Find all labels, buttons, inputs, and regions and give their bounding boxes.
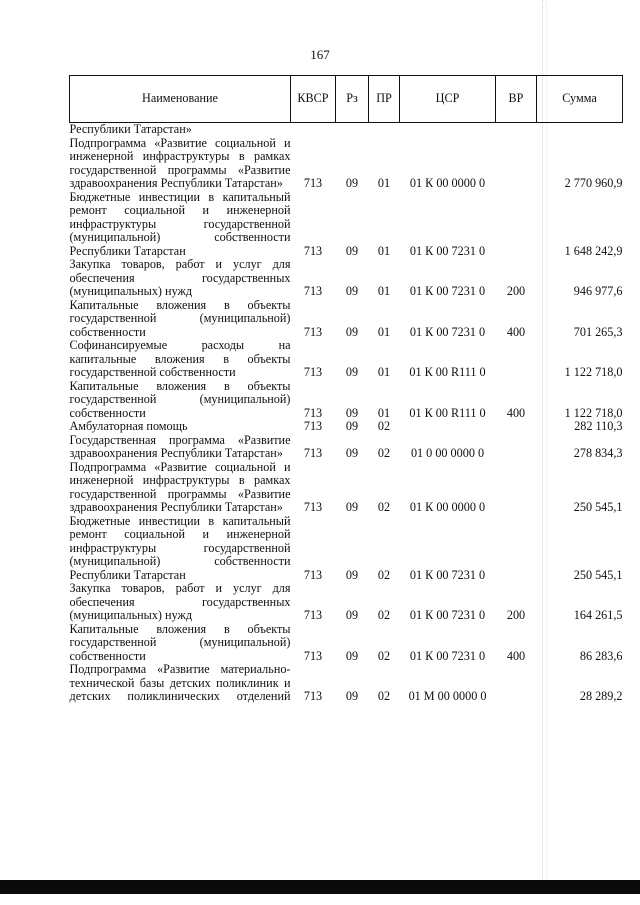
- row-rz: 09: [345, 567, 359, 582]
- row-vr: 400: [506, 405, 526, 420]
- header-pr: ПР: [369, 76, 400, 123]
- row-pr: 02: [377, 648, 391, 663]
- row-name: Капитальные вложения в объекты государственной (муниципальной) собственности: [69, 378, 291, 420]
- row-vr: [496, 663, 537, 704]
- row-csr: 01 К 00 7231 0: [409, 243, 486, 258]
- row-pr: 02: [377, 567, 391, 582]
- row-csr: 01 К 00 7231 0: [409, 648, 486, 663]
- row-csr: 01 К 00 0000 0: [409, 500, 486, 514]
- header-rz: Рз: [336, 76, 369, 123]
- row-pr: 01: [377, 176, 391, 190]
- header-kvsr: КВСР: [291, 76, 336, 123]
- row-name: Подпрограмма «Развитие материально-технической базы детских поликлиник и детских поликлинических отделений: [69, 662, 291, 703]
- table-row: [70, 461, 623, 515]
- row-csr: 01 К 00 7231 0: [409, 608, 486, 622]
- row-rz: [336, 123, 369, 137]
- row-rz: 09: [345, 500, 359, 514]
- row-kvsr: 713: [303, 176, 323, 190]
- row-csr: [400, 123, 496, 137]
- row-sum: 2 770 960,9: [564, 176, 623, 190]
- row-name: Амбулаторная помощь: [69, 419, 188, 433]
- row-name: Государственная программа «Развитие здравоохранения Республики Татарстан»: [69, 432, 291, 460]
- row-rz: 09: [345, 284, 359, 298]
- row-pr: 02: [377, 446, 391, 460]
- row-vr: [496, 515, 537, 583]
- row-rz: 09: [345, 365, 359, 379]
- table-row: [70, 137, 623, 191]
- row-pr: 01: [377, 365, 391, 379]
- row-kvsr: 713: [303, 500, 323, 514]
- row-pr: 02: [377, 689, 391, 703]
- row-pr: 02: [377, 419, 391, 433]
- row-rz: 09: [345, 405, 359, 420]
- row-sum: 278 834,3: [573, 446, 623, 460]
- row-sum: 1 648 242,9: [564, 243, 623, 258]
- row-kvsr: 713: [303, 567, 323, 582]
- row-csr: 01 К 00 7231 0: [409, 324, 486, 339]
- row-rz: 09: [345, 176, 359, 190]
- table-row: [70, 515, 623, 583]
- row-rz: 09: [345, 419, 359, 433]
- row-rz: 09: [345, 689, 359, 703]
- header-csr: ЦСР: [400, 76, 496, 123]
- row-pr: 01: [377, 324, 391, 339]
- row-vr: 200: [506, 284, 526, 298]
- row-kvsr: 713: [303, 608, 323, 622]
- row-name: Бюджетные инвестиции в капитальный ремонт социальной и инженерной инфраструктуры государственной (муниципальной) собственности Республики Татарстан: [69, 189, 291, 258]
- row-sum: 86 283,6: [579, 648, 623, 663]
- table-row: [70, 191, 623, 259]
- table-row: [70, 582, 623, 623]
- row-sum: 946 977,6: [573, 284, 623, 298]
- row-csr: [400, 420, 496, 434]
- row-pr: 01: [377, 405, 391, 420]
- table-row: [70, 623, 623, 664]
- row-vr: [496, 339, 537, 380]
- table-row: [70, 434, 623, 461]
- row-sum: 250 545,1: [573, 500, 623, 514]
- row-csr: 01 К 00 R111 0: [409, 365, 486, 379]
- page-number: 167: [310, 47, 330, 62]
- row-sum: 28 289,2: [579, 689, 623, 703]
- row-pr: 02: [377, 500, 391, 514]
- table-row: [70, 663, 623, 704]
- row-csr: 01 К 00 7231 0: [409, 284, 486, 298]
- row-name: Капитальные вложения в объекты государственной (муниципальной) собственности: [69, 621, 291, 663]
- row-rz: 09: [345, 446, 359, 460]
- row-rz: 09: [345, 324, 359, 339]
- row-kvsr: 713: [303, 365, 323, 379]
- row-name: Закупка товаров, работ и услуг для обеспечения государственных (муниципальных) нужд: [69, 581, 291, 622]
- row-name: Республики Татарстан»: [69, 122, 192, 136]
- row-kvsr: 713: [303, 284, 323, 298]
- header-sum: Сумма: [537, 76, 623, 123]
- row-kvsr: 713: [303, 324, 323, 339]
- row-rz: 09: [345, 243, 359, 258]
- row-vr: 400: [506, 648, 526, 663]
- row-rz: 09: [345, 608, 359, 622]
- row-name: Подпрограмма «Развитие социальной и инженерной инфраструктуры в рамках государственной программы «Развитие здравоохранения Республики Татарстан»: [69, 135, 291, 190]
- header-vr: ВР: [496, 76, 537, 123]
- table-row: [70, 339, 623, 380]
- table-row: [70, 420, 623, 434]
- row-kvsr: 713: [303, 446, 323, 460]
- row-sum: 250 545,1: [573, 567, 623, 582]
- scan-border-bar: [0, 880, 640, 894]
- row-name: Закупка товаров, работ и услуг для обеспечения государственных (муниципальных) нужд: [69, 257, 291, 298]
- row-pr: 01: [377, 284, 391, 298]
- budget-table: [69, 75, 623, 704]
- row-rz: 09: [345, 648, 359, 663]
- row-csr: 01 К 00 R111 0: [409, 405, 486, 420]
- row-vr: [496, 420, 537, 434]
- table-header-row: [70, 76, 623, 123]
- table-row: [70, 258, 623, 299]
- row-vr: 200: [506, 608, 526, 622]
- row-pr: 02: [377, 608, 391, 622]
- row-sum: [537, 123, 623, 137]
- table-row: [70, 380, 623, 421]
- row-vr: [496, 137, 537, 191]
- row-kvsr: 713: [303, 243, 323, 258]
- row-sum: 1 122 718,0: [564, 365, 623, 379]
- header-name: Наименование: [70, 76, 291, 123]
- table-row: [70, 299, 623, 340]
- row-sum: 164 261,5: [573, 608, 623, 622]
- row-csr: 01 К 00 0000 0: [409, 176, 486, 190]
- row-kvsr: [291, 123, 336, 137]
- row-name: Бюджетные инвестиции в капитальный ремонт социальной и инженерной инфраструктуры государственной (муниципальной) собственности Республики Татарстан: [69, 513, 291, 582]
- row-name: Капитальные вложения в объекты государственной (муниципальной) собственности: [69, 297, 291, 339]
- row-csr: 01 К 00 7231 0: [409, 567, 486, 582]
- row-vr: [496, 461, 537, 515]
- row-vr: [496, 191, 537, 259]
- row-vr: 400: [506, 324, 526, 339]
- row-kvsr: 713: [303, 689, 323, 703]
- row-kvsr: 713: [303, 405, 323, 420]
- row-sum: 282 110,3: [574, 419, 623, 433]
- row-pr: [369, 123, 400, 137]
- row-name: Подпрограмма «Развитие социальной и инженерной инфраструктуры в рамках государственной программы «Развитие здравоохранения Республики Татарстан»: [69, 459, 291, 514]
- row-vr: [496, 434, 537, 461]
- table-row: [70, 123, 623, 137]
- row-sum: 1 122 718,0: [564, 405, 623, 420]
- row-vr: [496, 123, 537, 137]
- row-sum: 701 265,3: [573, 324, 623, 339]
- row-name: Софинансируемые расходы на капитальные вложения в объекты государственной собственности: [69, 338, 291, 379]
- row-kvsr: 713: [303, 419, 323, 433]
- row-pr: 01: [377, 243, 391, 258]
- row-kvsr: 713: [303, 648, 323, 663]
- row-csr: 01 М 00 0000 0: [408, 689, 487, 703]
- row-csr: 01 0 00 0000 0: [410, 446, 485, 460]
